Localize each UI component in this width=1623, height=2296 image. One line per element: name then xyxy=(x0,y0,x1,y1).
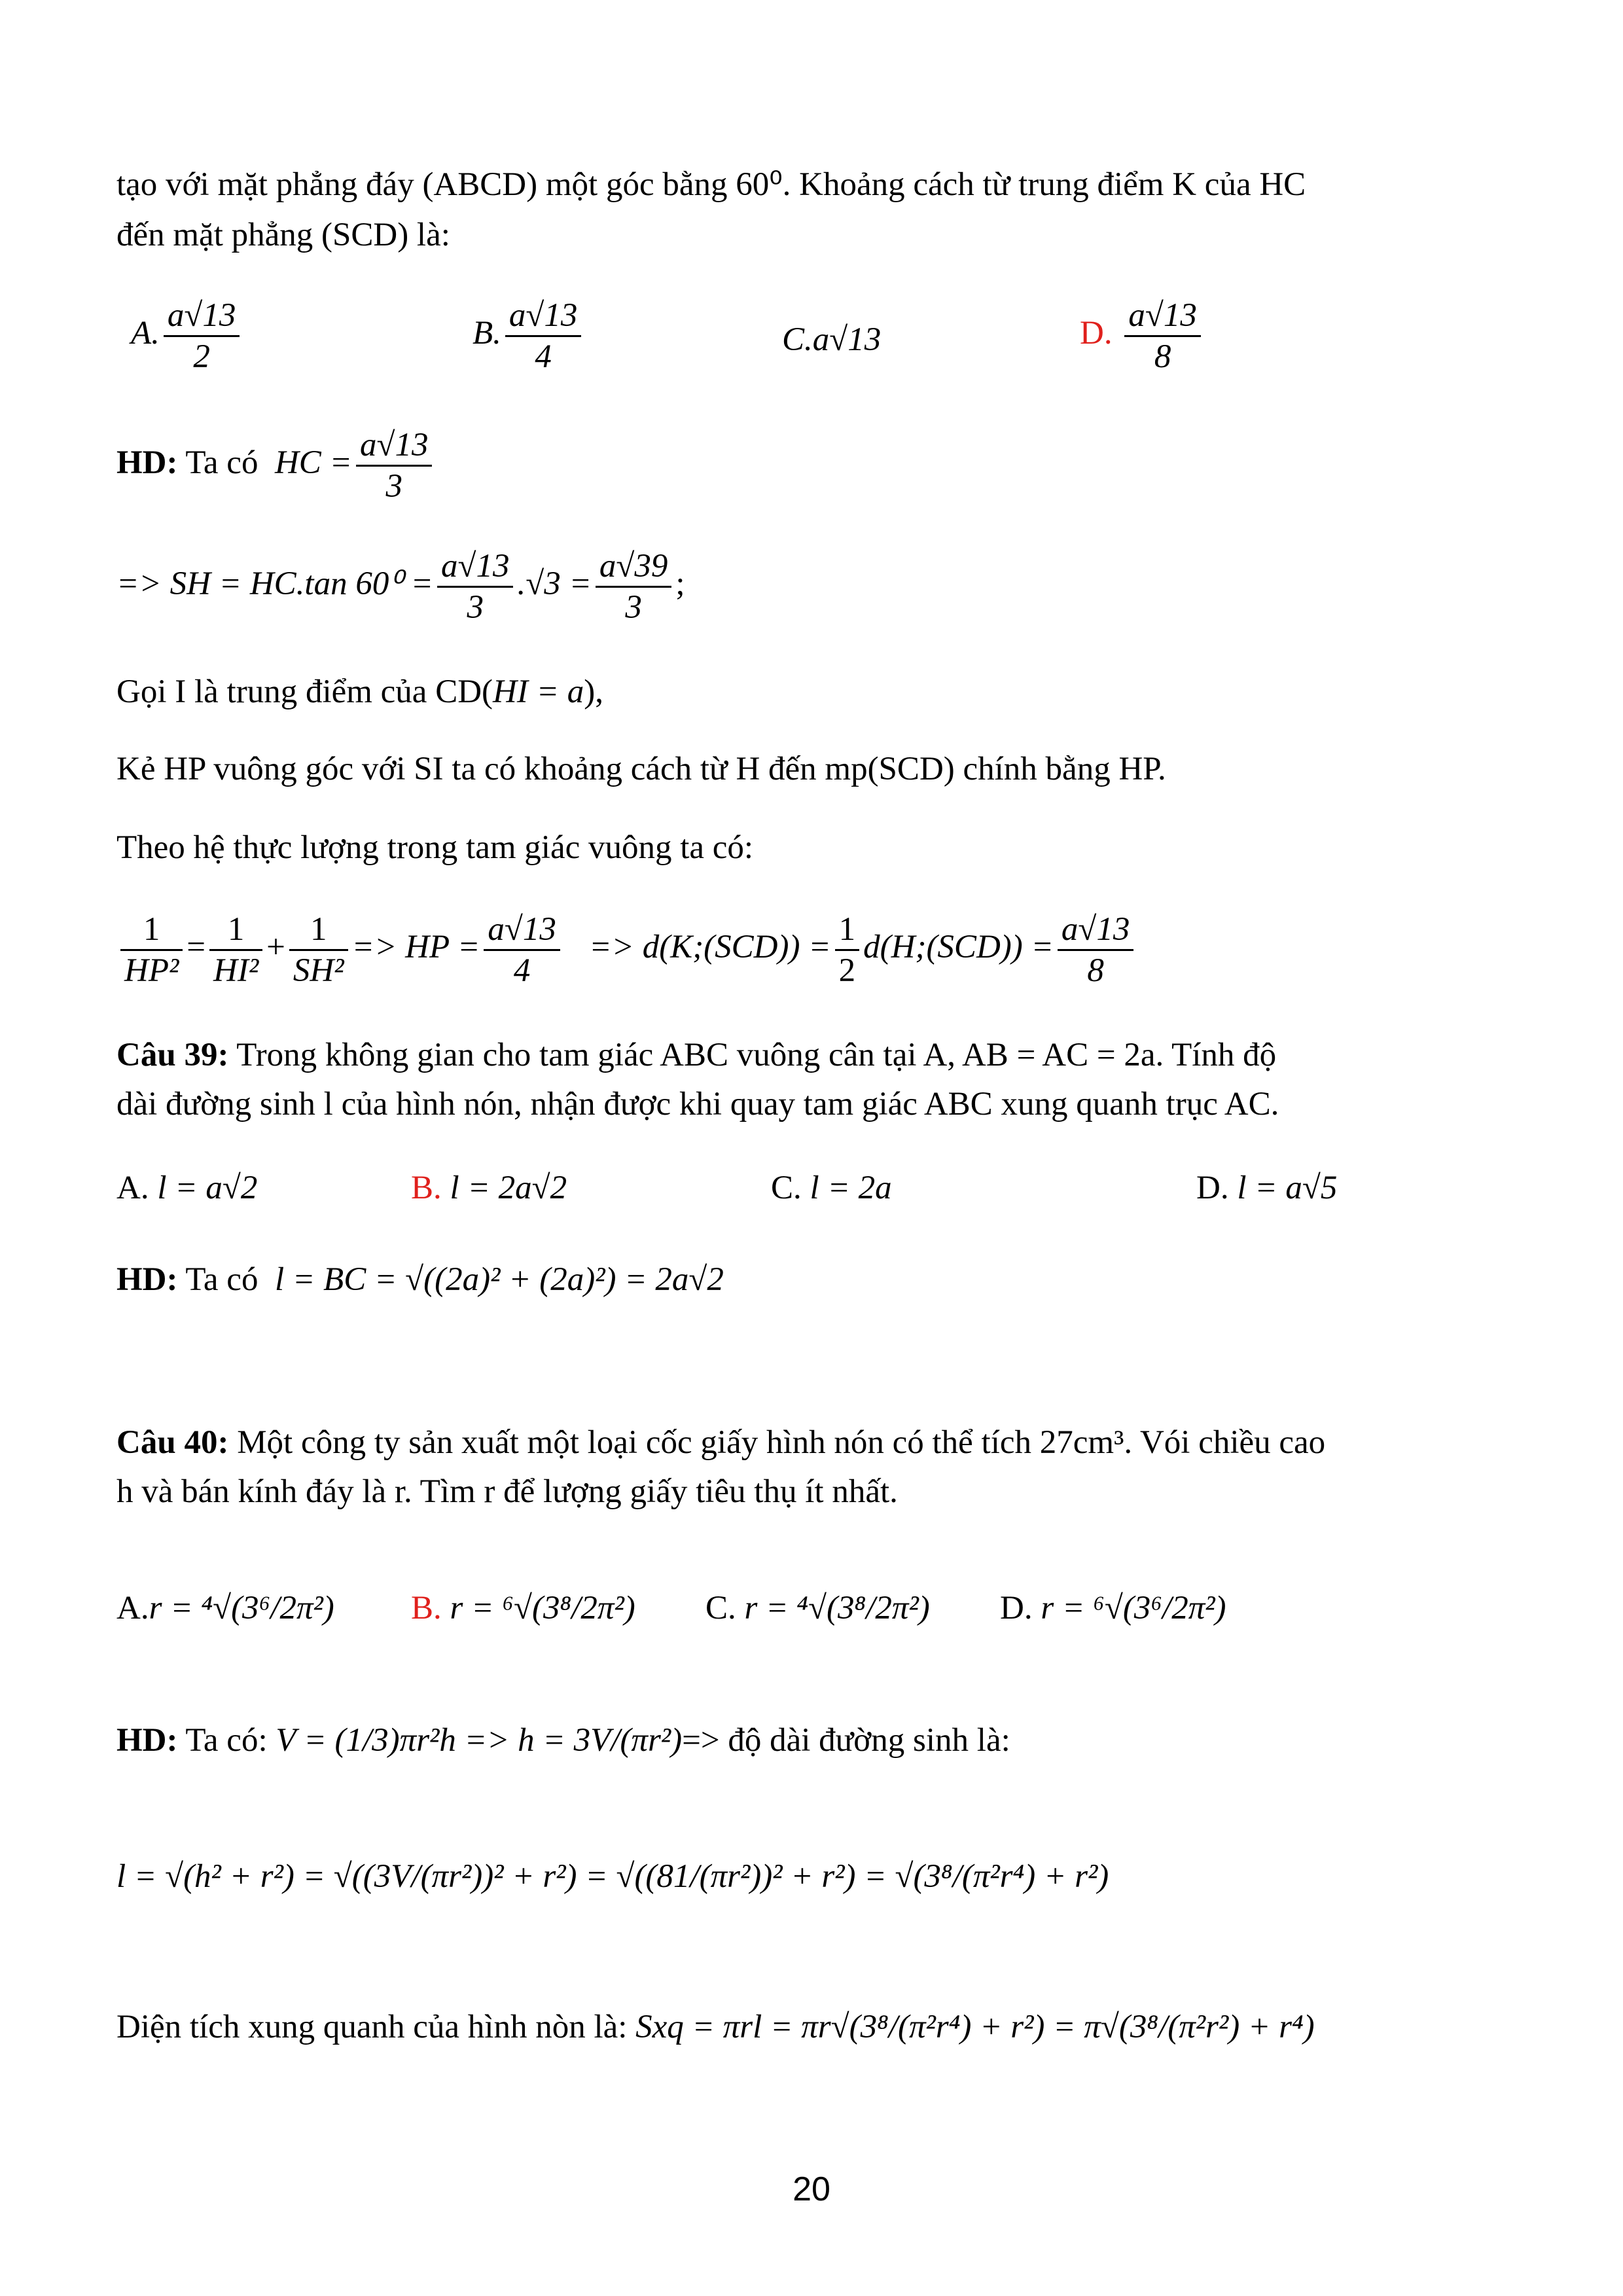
hd40-l-formula: l = √(h² + r²) = √((3V/(πr²))² + r²) = √((81/(πr²))² + r²) = √(3⁸/(π²r⁴) + r²) xyxy=(116,1858,1109,1895)
q39-option-b: B. l = 2a√2 xyxy=(411,1170,567,1206)
intro-line-2: đến mặt phẳng (SCD) là: xyxy=(116,217,450,253)
q39-option-c: C. l = 2a xyxy=(771,1170,892,1206)
hd40-v-line: HD: Ta có: V = (1/3)πr²h => h = 3V/(πr²)=> độ dài đường sinh là: xyxy=(116,1722,1010,1759)
q40-option-c: C. r = ⁴√(3⁸/2π²) xyxy=(705,1590,930,1626)
hd38-hc-line: HD: Ta có HC = $\frac{a√13}{3}$ xyxy=(116,425,436,506)
q38-option-c: C.a√13 xyxy=(782,321,882,358)
theo-he-thuc-line: Theo hệ thực lượng trong tam giác vuông ta có: xyxy=(116,829,754,866)
q39-line-1: Câu 39: Trong không gian cho tam giác ABC vuông cân tại A, AB = AC = 2a. Tính độ xyxy=(116,1037,1277,1073)
q39-option-d: D. l = a√5 xyxy=(1196,1170,1338,1206)
q38-option-b: B. $\frac{a√13}{4}$ xyxy=(473,296,585,376)
q40-line-2: h và bán kính đáy là r. Tìm r để lượng giấy tiêu thụ ít nhất. xyxy=(116,1473,898,1510)
hd40-s-line: Diện tích xung quanh của hình nòn là: Sxq = πrl = πr√(3⁸/(π²r⁴) + r²) = π√(3⁸/(π²r²) + r⁴) xyxy=(116,2009,1315,2045)
page-number: 20 xyxy=(793,2170,830,2208)
q39-option-a: A. l = a√2 xyxy=(116,1170,258,1206)
ke-hp-line: Kẻ HP vuông góc với SI ta có khoảng cách từ H đến mp(SCD) chính bằng HP. xyxy=(116,751,1166,787)
goi-i-line: Gọi I là trung điểm của CD(HI = a), xyxy=(116,673,603,710)
q40-line-1: Câu 40: Một công ty sản xuất một loại cốc giấy hình nón có thể tích 27cm³. Vói chiều cao xyxy=(116,1424,1326,1461)
q38-option-d: D. $\frac{a√13}{8}$ xyxy=(1080,296,1205,376)
intro-line-1: tạo với mặt phẳng đáy (ABCD) một góc bằng 60⁰. Khoảng cách từ trung điểm K của HC xyxy=(116,166,1306,203)
q40-option-b: B. r = ⁶√(3⁸/2π²) xyxy=(411,1590,635,1626)
hp-formula-line: $\frac{1}{\text{HP²}}$ = $\frac{1}{\text{HI²}}$ + $\frac{1}{\text{SH²}}$ => HP = $\frac{a√13}{4}$ => d(K;(SCD)) = $\frac{1}{2}$ d(H;(SCD)) = $\frac{a√13}{8}$ xyxy=(116,910,1137,990)
q40-option-a: A.r = ⁴√(3⁶/2π²) xyxy=(116,1590,334,1626)
q39-line-2: dài đường sinh l của hình nón, nhận được khi quay tam giác ABC xung quanh trục AC. xyxy=(116,1086,1279,1122)
hd39-line: HD: Ta có l = BC = √((2a)² + (2a)²) = 2a√2 xyxy=(116,1261,724,1298)
q40-option-d: D. r = ⁶√(3⁶/2π²) xyxy=(1000,1590,1226,1626)
q38-option-a: A. $\frac{a√13}{2}$ xyxy=(131,296,243,376)
hd38-sh-line: => SH = HC.tan 60⁰ = $\frac{a√13}{3}$ .√3 = $\frac{a√39}{3}$ ; xyxy=(116,548,685,626)
